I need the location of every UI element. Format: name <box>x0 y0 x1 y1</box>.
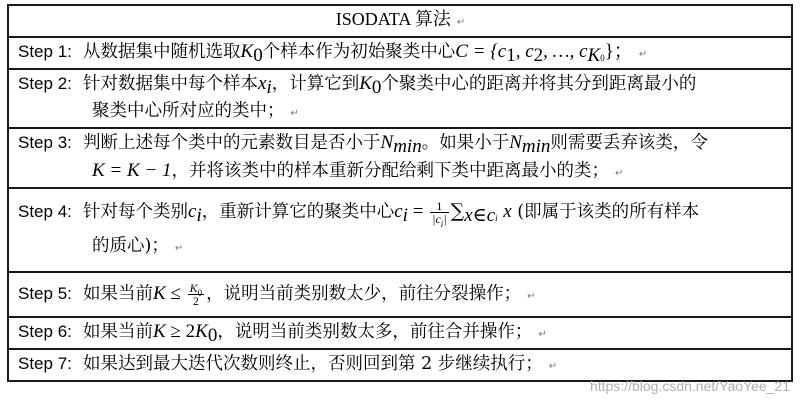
math-sub: x∈ci <box>464 205 498 226</box>
math-sub: i <box>402 205 408 226</box>
step-text: 如果达到最大迭代次数则终止，否则回到第 2 步继续执行； <box>83 354 543 374</box>
step-text: 如果当前 <box>83 283 154 304</box>
sum-sign: ∑ <box>450 200 465 222</box>
math-var: N <box>509 132 522 153</box>
step-text: 针对数据集中每个样本 <box>83 74 259 94</box>
math-eq: = <box>407 201 429 222</box>
math-var: K <box>359 73 372 94</box>
math-var: x <box>258 73 267 94</box>
math-var: K <box>195 321 208 342</box>
step-text: 则需要丢弃该类，令 <box>550 133 708 153</box>
math-expr: K = K − 1 <box>92 160 172 181</box>
step-text: 聚类中心所对应的类中； <box>92 101 285 121</box>
math-var: K <box>153 321 166 342</box>
step-text: (即属于该类的所有样本 <box>517 202 700 222</box>
step-text: ，说明当前类别数太多，前往合并操作； <box>217 322 533 342</box>
step-label: Step 6: <box>18 322 72 341</box>
step-label: Step 4: <box>18 202 72 221</box>
step-text: ，重新计算它的聚类中心 <box>201 202 395 222</box>
math-expr: C = {c <box>455 41 507 62</box>
step-row-4 <box>8 188 792 272</box>
step-cell-3 <box>8 128 792 188</box>
paragraph-mark-icon: ↵ <box>290 108 299 119</box>
math-var: c <box>188 201 197 222</box>
step-row-2 <box>8 69 792 128</box>
fraction: $\frac{K_0}{2}$ <box>189 280 203 308</box>
math-sub: i <box>196 205 202 226</box>
step-text: 个聚类中心的距离并将其分到距离最小的 <box>381 74 697 94</box>
step-cell-7 <box>8 349 792 381</box>
step-text: 。如果小于 <box>421 133 510 153</box>
math-var: K <box>240 41 254 62</box>
math-var: K <box>153 282 166 304</box>
watermark: https://blog.csdn.net/YaoYee_21 <box>589 378 790 394</box>
step-row-7 <box>8 349 792 381</box>
math-expr: }； <box>604 41 633 62</box>
math-sub: K0 <box>587 45 605 66</box>
paragraph-mark-icon: ↵ <box>615 168 624 179</box>
paragraph-mark-icon: ↵ <box>638 49 648 60</box>
fraction: $\frac{1}{|c_i|}$ <box>432 199 447 229</box>
step-label: Step 3: <box>18 133 72 152</box>
step-text: 个样本作为初始聚类中心 <box>262 42 456 62</box>
step-cell-1 <box>8 37 792 69</box>
paragraph-mark-icon: ↵ <box>456 17 466 28</box>
math-sub: 0 <box>253 45 263 66</box>
step-text: 判断上述每个类中的元素数目是否小于 <box>83 133 381 153</box>
math-geq: ≥ 2 <box>165 321 196 342</box>
math-var: c <box>394 201 403 222</box>
algorithm-title: ISODATA 算法 <box>335 9 451 29</box>
table-header-cell <box>8 5 792 37</box>
math-sub: 1 <box>506 45 516 66</box>
paragraph-mark-icon: ↵ <box>548 361 558 372</box>
step-cell-5 <box>8 272 792 317</box>
math-expr: , c <box>515 41 534 62</box>
step-text: 从数据集中随机选取 <box>83 42 241 62</box>
paragraph-mark-icon: ↵ <box>174 243 184 254</box>
step-label: Step 5: <box>18 283 72 303</box>
table-header-row <box>8 5 792 37</box>
step-row-6 <box>8 317 792 349</box>
step-cell-6 <box>8 317 792 349</box>
math-sub: 0 <box>207 325 218 346</box>
math-sub: min <box>393 136 422 157</box>
math-var: N <box>380 132 394 153</box>
step-cell-4 <box>8 188 792 272</box>
step-text: ，并将该类中的样本重新分配给剩下类中距离最小的类； <box>171 161 609 181</box>
step-label: Step 7: <box>18 354 72 373</box>
math-sub: i <box>266 77 272 98</box>
math-sub: 0 <box>371 77 382 98</box>
step-row-1 <box>8 37 792 69</box>
math-sub: 2 <box>533 45 544 66</box>
step-text: 的质心)； <box>92 236 169 256</box>
paragraph-mark-icon: ↵ <box>527 290 536 302</box>
math-sub: min <box>521 136 551 157</box>
step-text: ，说明当前类别数太少，前往分裂操作； <box>206 283 522 304</box>
math-leq: ≤ <box>165 282 186 304</box>
math-expr: , …, c <box>543 41 588 62</box>
step-text: 针对每个类别 <box>83 202 189 222</box>
step-text: 如果当前 <box>83 322 154 342</box>
step-label: Step 1: <box>18 42 72 61</box>
paragraph-mark-icon: ↵ <box>538 329 547 340</box>
step-label: Step 2: <box>18 74 72 93</box>
step-text: ，计算它到 <box>271 74 360 94</box>
math-var: x <box>503 201 512 222</box>
step-row-5 <box>8 272 792 317</box>
algorithm-table <box>7 4 793 382</box>
step-cell-2 <box>8 69 792 128</box>
step-row-3 <box>8 128 792 188</box>
